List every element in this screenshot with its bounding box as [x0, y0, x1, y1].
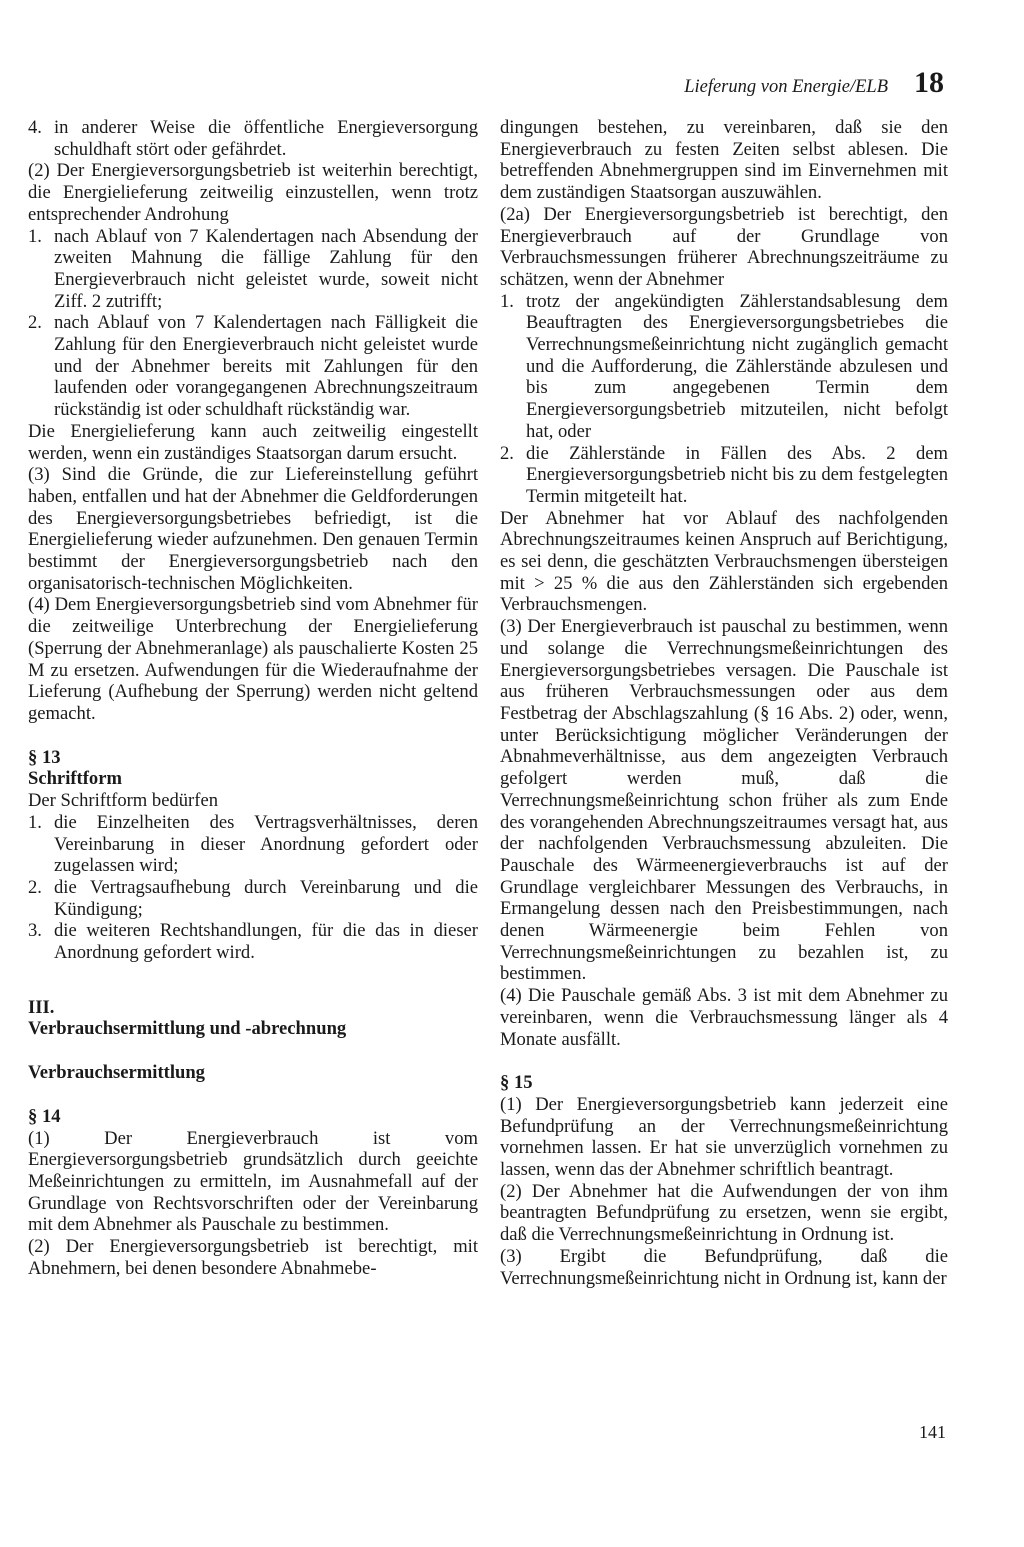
running-title: Lieferung von Energie/ELB	[684, 77, 888, 97]
list-text: nach Ablauf von 7 Kalendertagen nach Absendung der zweiten Mahnung die fällige Zahlung für den Energieverbrauch nicht geleistet wurde, soweit nicht Ziff. 2 zutrifft;	[54, 225, 478, 312]
paragraph: (3) Sind die Gründe, die zur Liefereinstellung geführt haben, entfallen und hat der Abnehmer die Geldforderungen des Energieversorgungsbetriebes befriedigt, ist die Energielieferung wieder aufzunehmen. Den genauen Termin bestimmt der Energieversorgungsbetrieb nach den organisatorisch-technischen Möglichkeiten.	[28, 464, 478, 594]
list-text: die weiteren Rechtshandlungen, für die das in dieser Anordnung gefordert wird.	[54, 920, 478, 964]
paragraph: (3) Ergibt die Befundprüfung, daß die Verrechnungsmeßeinrichtung nicht in Ordnung ist, kann der	[500, 1245, 948, 1289]
list-number: 1.	[28, 811, 42, 833]
list-item	[28, 117, 478, 160]
list-text: in anderer Weise die öffentliche Energieversorgung schuldhaft stört oder gefährdet.	[54, 117, 478, 160]
list-number: 3.	[28, 920, 42, 942]
list-text: trotz der angekündigten Zählerstandsablesung dem Beauftragten des Energieversorgungsbetriebes die Verrechnungsmeßeinrichtung nicht zugänglich gemacht und die Aufforderung, die Zählerstände abzulesen und bis zum angegebenen Termin dem Energieversorgungsbetrieb mitzuteilen, nicht befolgt hat, oder	[526, 290, 948, 442]
list-item	[28, 877, 478, 920]
list-text: nach Ablauf von 7 Kalendertagen nach Fälligkeit die Zahlung für den Energieverbrauch nicht geleistet wurde und der Abnehmer bereits mit Zahlungen für den laufenden oder vorangegangenen Abrechnungszeitraum rückständig ist oder schuldhaft rückständig war.	[54, 312, 478, 421]
list-text: die Einzelheiten des Vertragsverhältnisses, deren Vereinbarung in dieser Anordnung gefordert oder zugelassen wird;	[54, 811, 478, 877]
page-number: 141	[919, 1422, 946, 1442]
paragraph: dingungen bestehen, zu vereinbaren, daß sie den Energieverbrauch zu festen Zeiten selbst ablesen. Die betreffenden Abnehmergruppen sind im Einvernehmen mit dem zuständigen Staatsorgan auszuwählen.	[500, 117, 948, 204]
list-item	[500, 443, 948, 508]
section-number: § 14	[28, 1105, 61, 1127]
list-item	[28, 226, 478, 313]
paragraph: (2) Der Energieversorgungsbetrieb ist berechtigt, mit Abnehmern, bei denen besondere Abnahmebe-	[28, 1236, 478, 1279]
section-title: Schriftform	[28, 768, 122, 790]
list-text: die Vertragsaufhebung durch Vereinbarung und die Kündigung;	[54, 876, 478, 920]
list-text: die Zählerstände in Fällen des Abs. 2 dem Energieversorgungsbetrieb nicht bis zu dem festgelegten Termin mitgeteilt hat.	[526, 442, 948, 507]
part-title: Verbrauchsermittlung und -abrechnung	[28, 1018, 347, 1040]
paragraph: (3) Der Energieverbrauch ist pauschal zu bestimmen, wenn und solange die Verrechnungsmeßeinrichtungen des Energieversorgungsbetriebes versagen. Die Pauschale ist aus früheren Verbrauchsmessungen oder aus dem Festbetrag der Abschlagszahlung (§ 16 Abs. 2) oder, wenn, unter Berücksichtigung möglicher Veränderungen der Abnahmeverhältnisse, aus dem angezeigten Verbrauch gefolgert werden muß, daß die Verrechnungsmeßeinrichtung schon früher als zum Ende des vorangehenden Abrechnungszeitraumes versagt hat, aus der nachfolgenden Verbrauchsmessung abzuleiten. Die Pauschale des Wärmeenergieverbrauchs ist auf der Grundlage vergleichbarer Messungen des Verbrauchs, in Ermangelung dessen nach den Preisbestimmungen, nach denen Wärmeenergie beim Fehlen von Verrechnungsmeßeinrichtungen zu bezahlen ist, zu bestimmen.	[500, 616, 948, 985]
list-item	[28, 312, 478, 421]
list-number: 2.	[500, 442, 514, 464]
part-number: III.	[28, 996, 55, 1018]
paragraph: (4) Die Pauschale gemäß Abs. 3 ist mit dem Abnehmer zu vereinbaren, wenn die Verbrauchsmessung länger als 4 Monate ausfällt.	[500, 985, 948, 1050]
page-header	[684, 66, 944, 100]
chapter-number: 18	[914, 66, 944, 99]
list-number: 2.	[28, 312, 42, 334]
paragraph: (2a) Der Energieversorgungsbetrieb ist berechtigt, den Energieverbrauch auf der Grundlage von Verbrauchsmessungen früherer Abrechnungszeiträume zu schätzen, wenn der Abnehmer	[500, 203, 948, 290]
paragraph: (1) Der Energieversorgungsbetrieb kann jederzeit eine Befundprüfung an der Verrechnungsmeßeinrichtung vornehmen lassen. Er hat sie unverzüglich vornehmen zu lassen, wenn das der Abnehmer schriftlich beantragt.	[500, 1093, 948, 1181]
list-number: 2.	[28, 876, 42, 898]
paragraph: (1) Der Energieverbrauch ist vom Energieversorgungsbetrieb grundsätzlich durch geeichte Meßeinrichtungen zu ermitteln, im Ausnahmefall auf der Grundlage von Rechtsvorschriften oder der Vereinbarung mit dem Abnehmer als Pauschale zu bestimmen.	[28, 1127, 478, 1236]
paragraph: Der Schriftform bedürfen	[28, 790, 218, 812]
paragraph: Der Abnehmer hat vor Ablauf des nachfolgenden Abrechnungszeitraumes keinen Anspruch auf Berichtigung, es sei denn, die geschätzten Verbrauchsmengen übersteigen mit > 25 % die aus den Zählerständen sich ergebenden Verbrauchsmengen.	[500, 507, 948, 616]
paragraph: (2) Der Energieversorgungsbetrieb ist weiterhin berechtigt, die Energielieferung zeitweilig einzustellen, wenn trotz entsprechender Androhung	[28, 160, 478, 225]
section-number: § 15	[500, 1072, 533, 1094]
list-number: 4.	[28, 117, 42, 138]
right-column	[500, 117, 948, 1289]
list-number: 1.	[500, 290, 514, 312]
paragraph: (2) Der Abnehmer hat die Aufwendungen der von ihm beantragten Befundprüfung zu ersetzen, wenn sie ergibt, daß die Verrechnungsmeßeinrichtung in Ordnung ist.	[500, 1180, 948, 1246]
section-number: § 13	[28, 746, 61, 768]
subsection-title: Verbrauchsermittlung	[28, 1062, 205, 1084]
left-column	[28, 117, 478, 1279]
list-number: 1.	[28, 225, 42, 247]
list-item	[28, 920, 478, 963]
list-item	[28, 812, 478, 877]
paragraph: Die Energielieferung kann auch zeitweilig eingestellt werden, wenn ein zuständiges Staatsorgan darum ersucht.	[28, 420, 478, 464]
paragraph: (4) Dem Energieversorgungsbetrieb sind vom Abnehmer für die zeitweilige Unterbrechung der Energielieferung (Sperrung der Abnehmeranlage) als pauschalierte Kosten 25 M zu ersetzen. Aufwendungen für die Wiederaufnahme der Lieferung (Aufhebung der Sperrung) werden nicht geltend gemacht.	[28, 594, 478, 724]
list-item	[500, 291, 948, 443]
